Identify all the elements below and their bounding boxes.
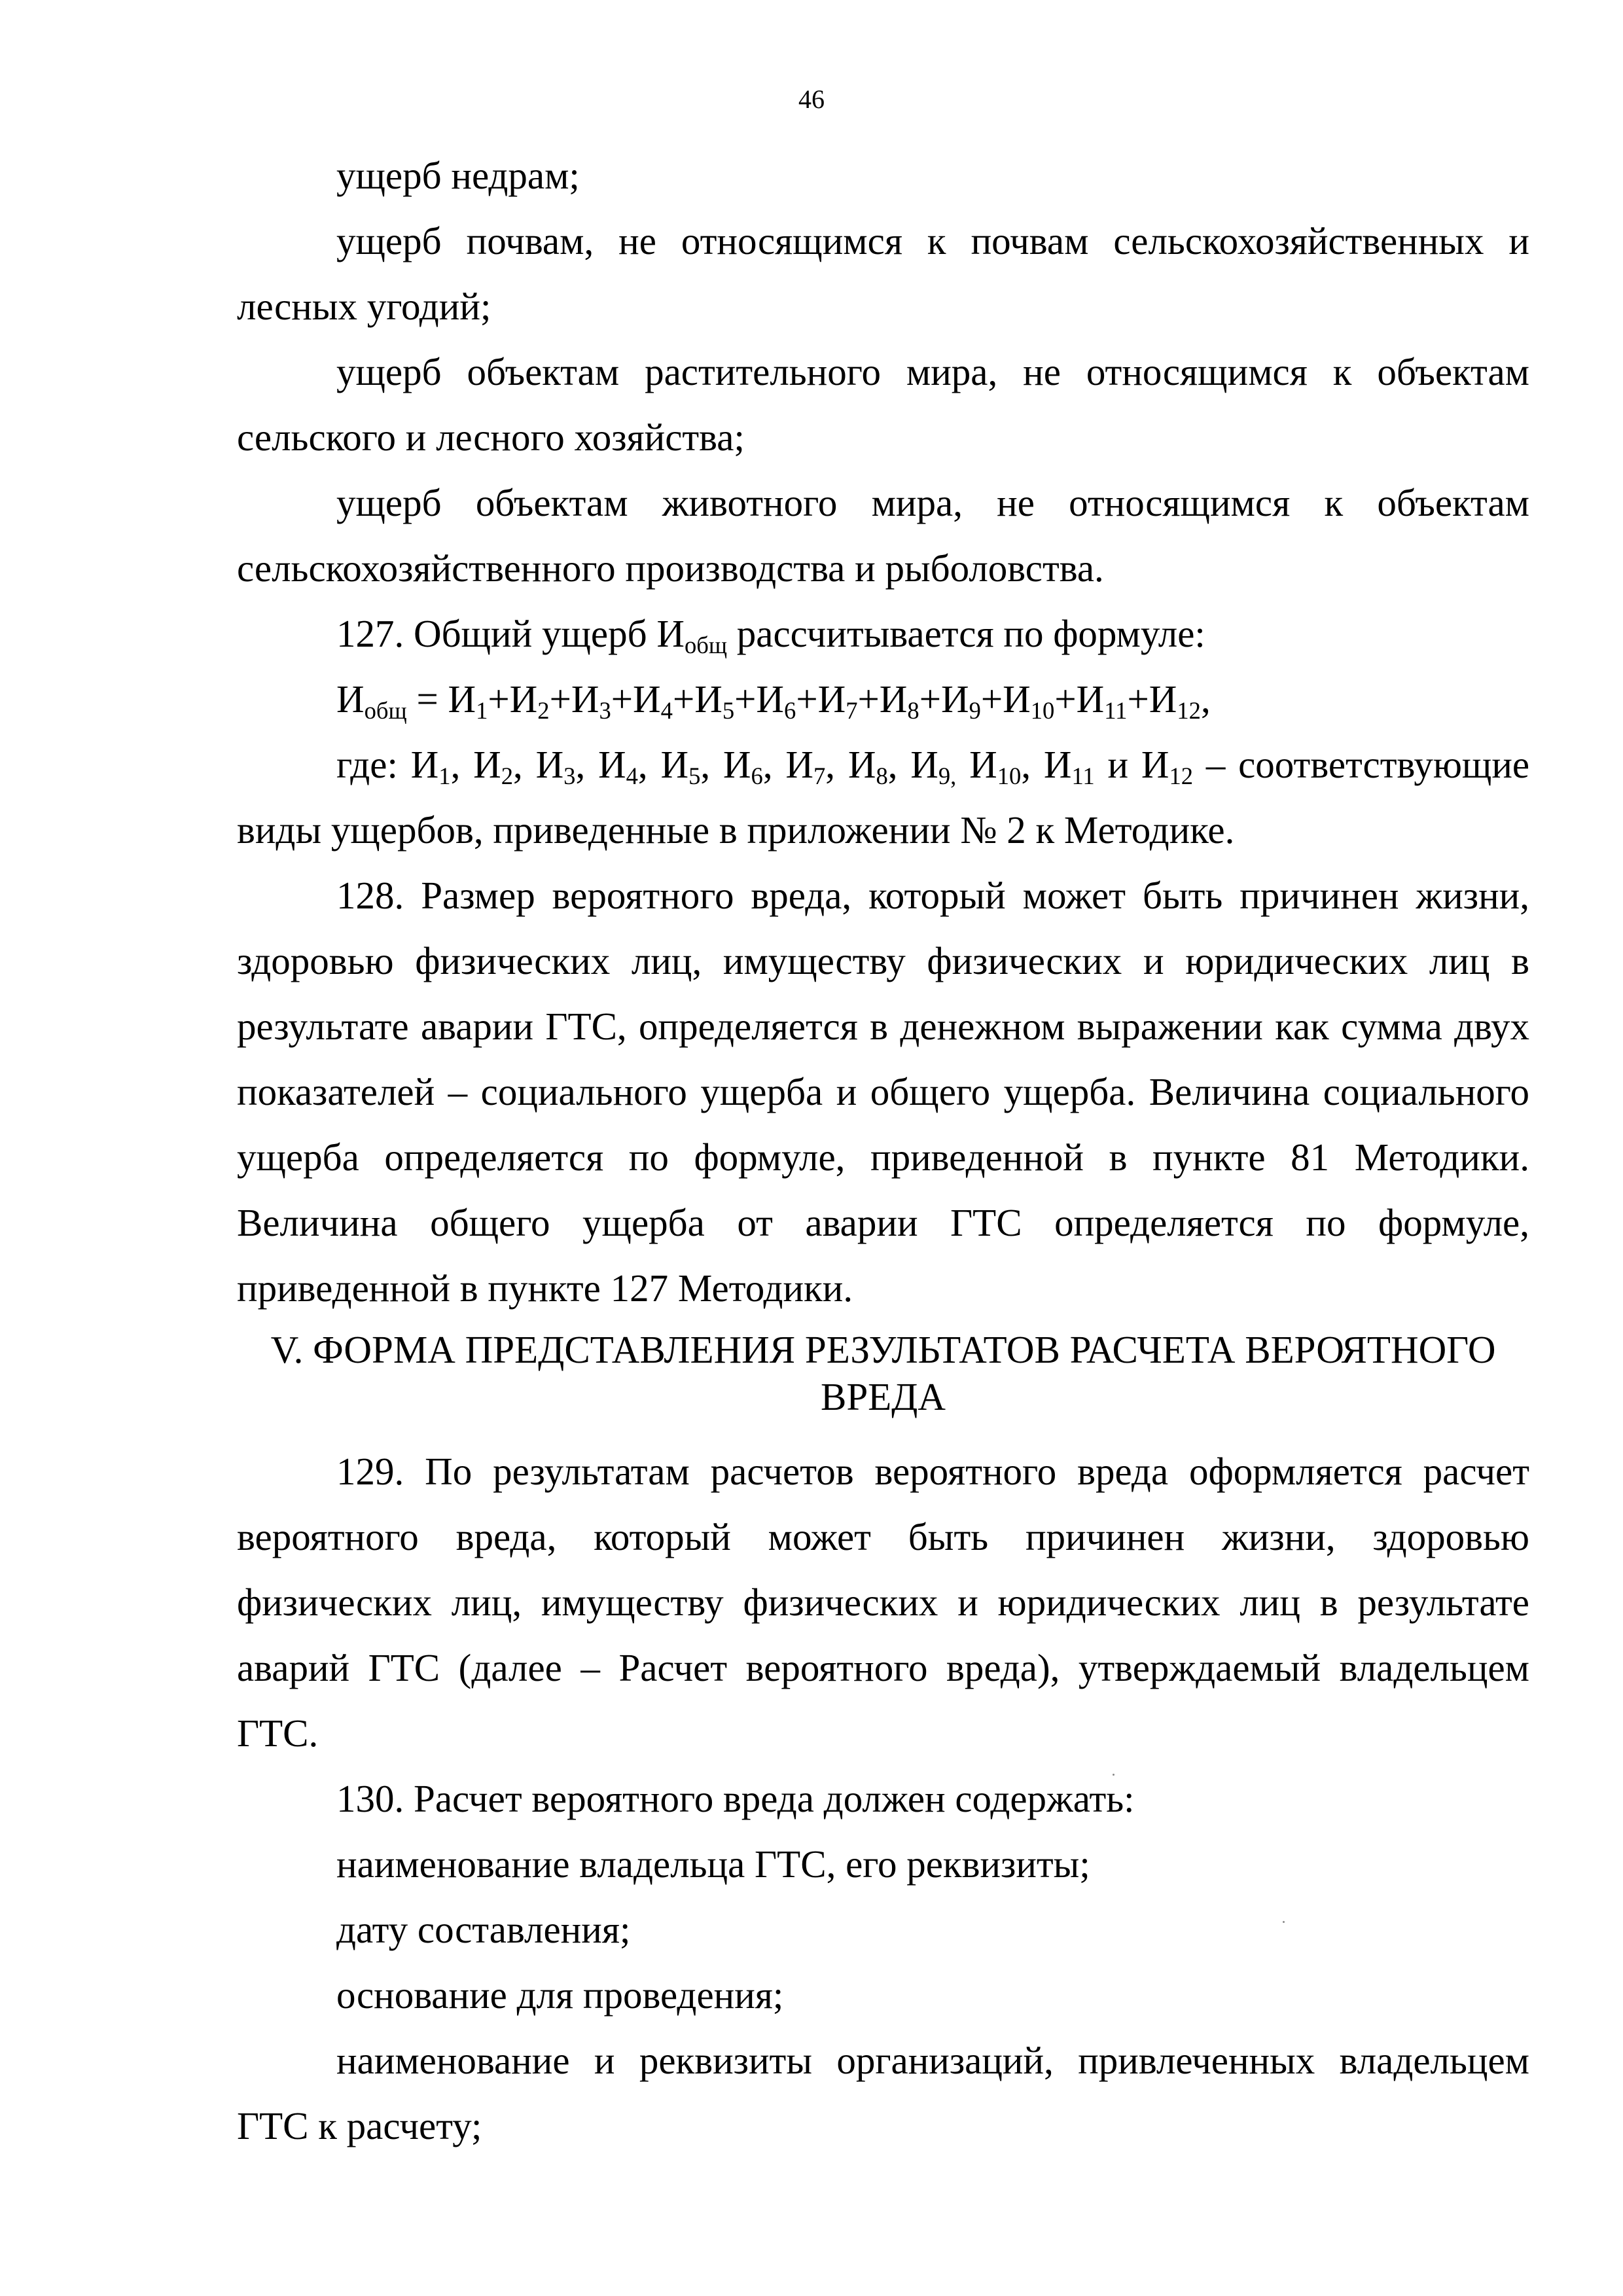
where-term: И (1043, 743, 1072, 786)
where-term: И (847, 743, 876, 786)
formula-term-sub: 7 (846, 697, 858, 725)
formula-term-sub: 2 (537, 697, 550, 725)
where-term: И (910, 743, 938, 786)
where-separator: , (637, 743, 661, 786)
paragraph-130: 130. Расчет вероятного вреда должен содержать: (336, 1777, 1135, 1820)
formula-plus: + (1054, 677, 1077, 721)
paragraph-127 (237, 601, 1529, 666)
formula-term-sub: 11 (1104, 697, 1128, 725)
formula-term: И (448, 677, 476, 721)
formula-plus: + (672, 677, 695, 721)
where-tail: – соответствующие виды ущербов, приведенные в приложении № 2 к Методике. (237, 743, 1530, 852)
formula-end: , (1200, 677, 1211, 721)
formula-plus: + (611, 677, 633, 721)
formula-plus: + (857, 677, 880, 721)
formula-term-sub: 5 (722, 697, 735, 725)
where-lead: где: (336, 743, 411, 786)
where-term: И (660, 743, 689, 786)
formula-plus: + (488, 677, 510, 721)
where-term-sub: 1 (438, 762, 451, 790)
formula-plus: + (919, 677, 941, 721)
formula-plus: + (734, 677, 757, 721)
where-term-sub: 6 (751, 762, 763, 790)
where-separator: , (575, 743, 599, 786)
formula-terms (448, 677, 1201, 725)
where-separator: , (513, 743, 536, 786)
scan-artifact (1113, 1774, 1115, 1776)
formula-lhs-sub: общ (364, 697, 407, 725)
where-term-sub: 8 (876, 762, 888, 790)
paragraph-128: 128. Размер вероятного вреда, который может быть причинен жизни, здоровью физических лиц, имуществу физических и юридических лиц в результате аварии ГТС, определяется в денежном выражении как сумма двух показателей – социального ущерба и общего ущерба. Величина социального ущерба определяется по формуле, приведенной в пункте 81 Методики. Величина общего ущерба от аварии ГТС определяется по формуле, приведенной в пункте 127 Методики. (237, 874, 1529, 1310)
where-term-sub: 10 (997, 762, 1022, 790)
p127-lead-sub: общ (684, 632, 728, 659)
formula-term: И (879, 677, 908, 721)
paragraph-damage-flora: ущерб объектам растительного мира, не относящимся к объектам сельского и лесного хозяйства; (237, 350, 1529, 459)
where-separator: , (825, 743, 848, 786)
where-term-sub: 2 (501, 762, 514, 790)
formula-plus: + (1127, 677, 1149, 721)
where-separator (956, 743, 969, 786)
where-separator: , (1021, 743, 1044, 786)
list-item-organizations: наименование и реквизиты организаций, привлеченных владельцем ГТС к расчету; (237, 2039, 1529, 2147)
paragraph-damage-fauna: ущерб объектам животного мира, не относящимся к объектам сельскохозяйственного производства и рыболовства. (237, 481, 1529, 590)
formula-term-sub: 12 (1177, 697, 1201, 725)
formula-term: И (940, 677, 969, 721)
formula-term-sub: 3 (599, 697, 611, 725)
formula-term-sub: 8 (907, 697, 919, 725)
where-items (410, 743, 1194, 790)
formula-term-sub: 4 (660, 697, 673, 725)
formula-term-sub: 6 (784, 697, 796, 725)
formula-plus: + (549, 677, 571, 721)
where-term-sub: 9, (938, 762, 957, 790)
formula-term-sub: 9 (969, 697, 981, 725)
formula-plus: + (980, 677, 1003, 721)
list-item-owner-name: наименование владельца ГТС, его реквизиты; (336, 1842, 1090, 1886)
section-heading (237, 1326, 1529, 1439)
where-separator: , (762, 743, 786, 786)
formula-term: И (1149, 677, 1177, 721)
where-term: И (785, 743, 813, 786)
where-term: И (722, 743, 751, 786)
where-term: И (969, 743, 997, 786)
where-term-sub: 3 (563, 762, 576, 790)
where-separator: , (700, 743, 723, 786)
paragraph-damage-subsoil: ущерб недрам; (336, 154, 580, 197)
formula-term: И (817, 677, 846, 721)
paragraph-129: 129. По результатам расчетов вероятного вреда оформляется расчет вероятного вреда, который может быть причинен жизни, здоровью физических лиц, имуществу физических и юридических лиц в результате аварий ГТС (далее – Расчет вероятного вреда), утверждаемый владельцем ГТС. (237, 1450, 1529, 1755)
section-heading-line2: ВРЕДА (820, 1375, 946, 1418)
paragraph-where (237, 732, 1529, 863)
formula-term: И (756, 677, 785, 721)
p127-lead: 127. Общий ущерб И (336, 612, 685, 655)
total-damage-formula (237, 666, 1529, 732)
formula-term: И (509, 677, 538, 721)
section-heading-line1: V. ФОРМА ПРЕДСТАВЛЕНИЯ РЕЗУЛЬТАТОВ РАСЧЕТА ВЕРОЯТНОГО (270, 1328, 1496, 1371)
list-item-date: дату составления; (336, 1908, 631, 1951)
formula-equals: = (406, 677, 448, 721)
formula-term: И (571, 677, 599, 721)
where-term: И (1141, 743, 1169, 786)
formula-term: И (694, 677, 722, 721)
scan-artifact (1283, 1921, 1285, 1923)
document-body (237, 143, 1529, 2159)
formula-term-sub: 1 (476, 697, 488, 725)
formula-plus: + (796, 677, 818, 721)
formula-term: И (1076, 677, 1105, 721)
paragraph-damage-soils: ущерб почвам, не относящимся к почвам сельскохозяйственных и лесных угодий; (237, 219, 1529, 328)
where-separator: , (887, 743, 911, 786)
where-term-sub: 5 (688, 762, 701, 790)
where-term-sub: 7 (813, 762, 826, 790)
formula-term: И (1003, 677, 1031, 721)
where-term: И (598, 743, 626, 786)
where-separator: и (1094, 743, 1141, 786)
where-separator: , (450, 743, 474, 786)
where-term: И (410, 743, 439, 786)
formula-term: И (633, 677, 661, 721)
where-term: И (473, 743, 501, 786)
list-item-basis: основание для проведения; (336, 1973, 784, 2017)
page-number: 46 (798, 84, 825, 114)
formula-lhs: И (336, 677, 365, 721)
formula-term-sub: 10 (1030, 697, 1055, 725)
where-term-sub: 12 (1169, 762, 1194, 790)
where-term-sub: 11 (1071, 762, 1095, 790)
p127-tail: рассчитывается по формуле: (727, 612, 1205, 655)
where-term-sub: 4 (626, 762, 638, 790)
where-term: И (535, 743, 564, 786)
